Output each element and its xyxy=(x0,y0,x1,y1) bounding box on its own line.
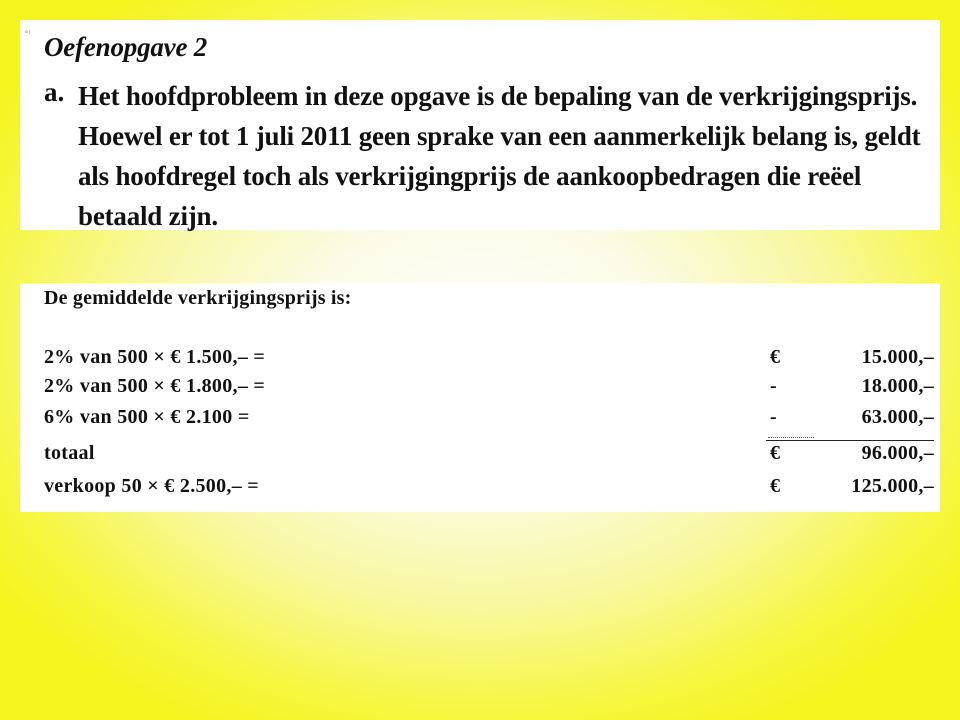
exercise-title: Oefenopgave 2 xyxy=(44,32,208,62)
row-description: totaal xyxy=(44,442,95,464)
question-text xyxy=(78,76,938,236)
row-amount: 63.000,– xyxy=(861,406,934,428)
ditto-symbol: - xyxy=(770,406,777,428)
row-amount: 96.000,– xyxy=(861,442,934,464)
ditto-symbol: - xyxy=(770,375,777,397)
currency-symbol: € xyxy=(770,346,781,368)
total-row xyxy=(44,442,934,468)
sale-row xyxy=(44,475,934,501)
question-line: als hoofdregel toch als verkrijgingprijs de aankoopbedragen die reëel xyxy=(78,161,862,191)
sum-rule xyxy=(766,440,934,441)
corner-mark: °ᴵ xyxy=(24,30,31,40)
currency-symbol: € xyxy=(770,442,781,464)
row-amount: 125.000,– xyxy=(851,475,934,497)
row-amount: 15.000,– xyxy=(861,346,934,368)
row-amount: 18.000,– xyxy=(861,375,934,397)
row-description: 2% van 500 × € 1.800,– = xyxy=(44,375,266,397)
calculation-row xyxy=(44,375,934,401)
question-line: Hoewel er tot 1 juli 2011 geen sprake van een aanmerkelijk belang is, geldt xyxy=(78,121,921,151)
calculation-row xyxy=(44,406,934,432)
question-line: Het hoofdprobleem in deze opgave is de bepaling van de verkrijgingsprijs. xyxy=(78,81,918,111)
row-description: 2% van 500 × € 1.500,– = xyxy=(44,346,266,368)
exercise-panel xyxy=(20,20,940,230)
row-description: 6% van 500 × € 2.100 = xyxy=(44,406,250,428)
currency-symbol: € xyxy=(770,475,781,497)
sum-rule-dots xyxy=(768,437,814,438)
question-label: a. xyxy=(44,77,65,107)
question-line: betaald zijn. xyxy=(78,201,218,231)
calculation-intro: De gemiddelde verkrijgingsprijs is: xyxy=(44,287,352,309)
row-description: verkoop 50 × € 2.500,– = xyxy=(44,475,259,497)
calculation-panel xyxy=(20,283,940,512)
calculation-row xyxy=(44,346,934,372)
